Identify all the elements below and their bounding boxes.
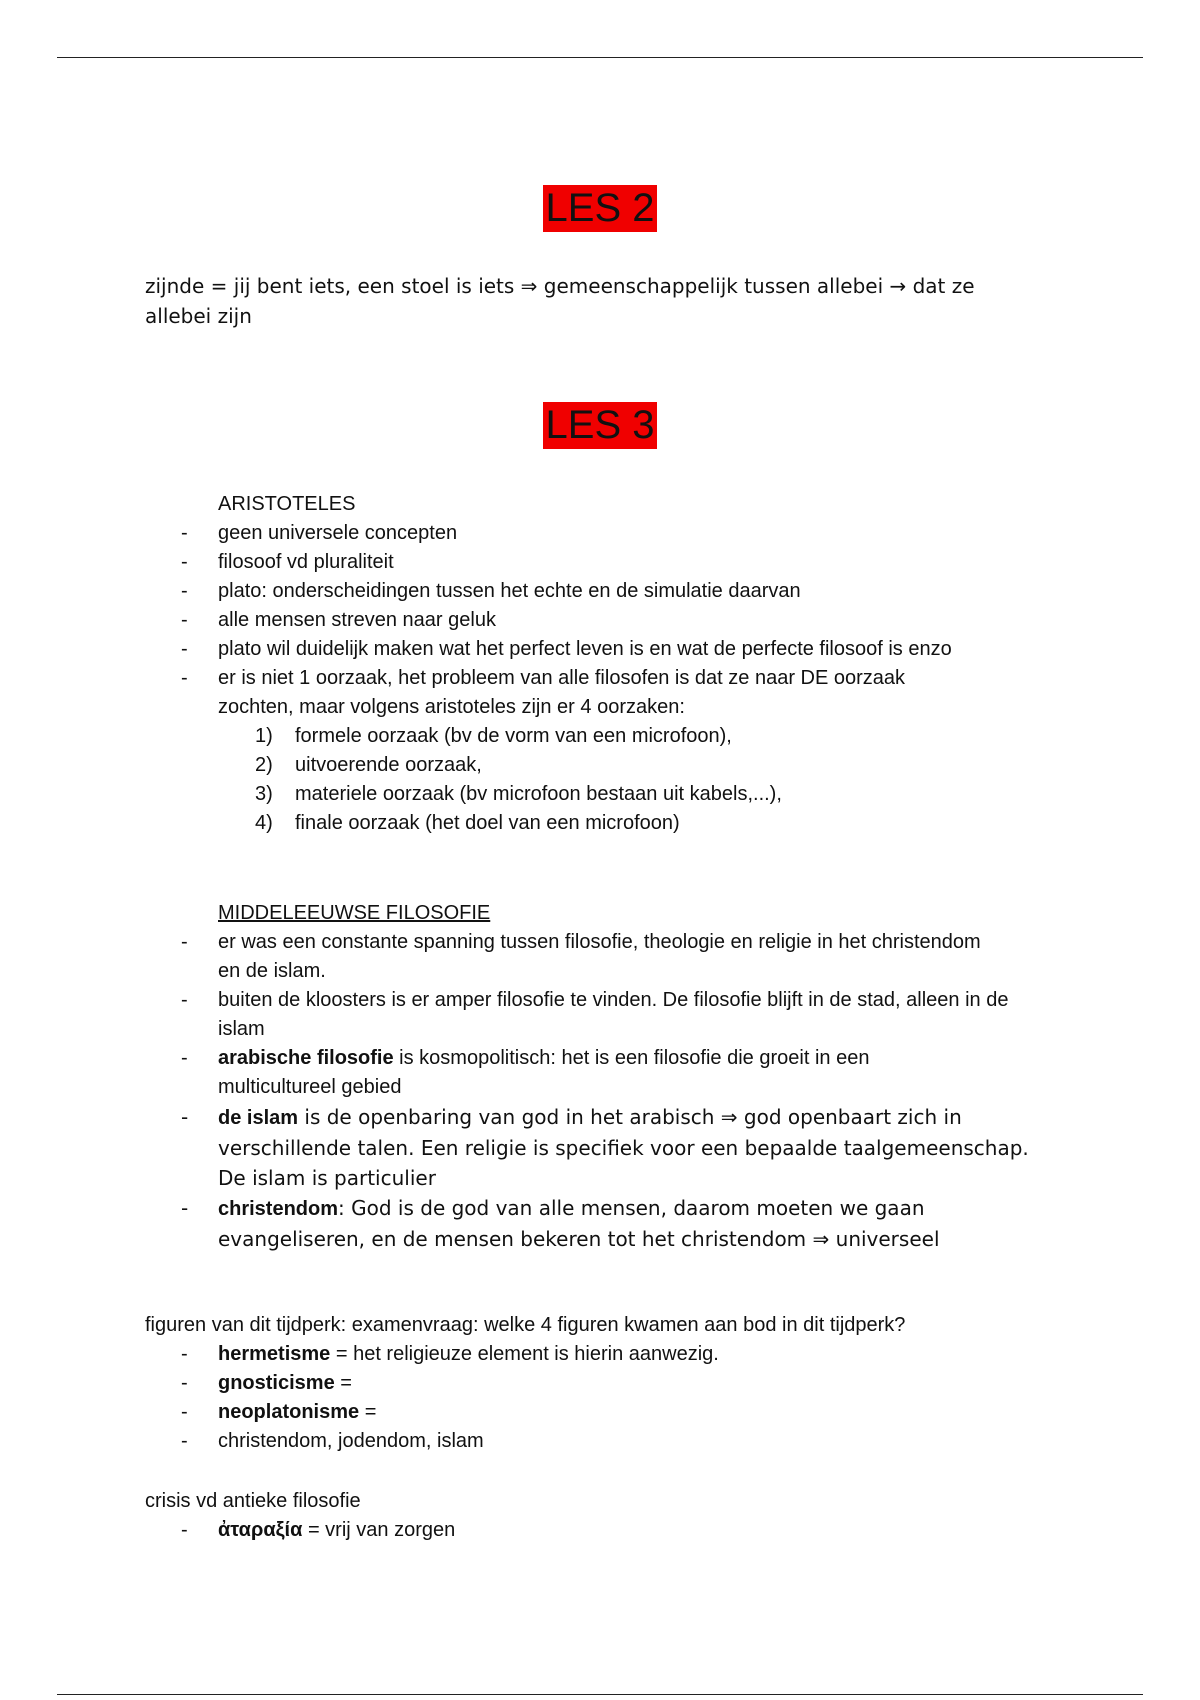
cause-item [218,751,1045,780]
term-text: = [359,1401,377,1423]
term-bold: christendom [218,1198,339,1220]
les2-text: zijnde = jij bent iets, een stoel is iets ⇒ gemeenschappelijk tussen allebei → dat ze allebei zijn [145,274,975,328]
list-item: - alle mensen streven naar geluk [145,606,1045,635]
middeleeuwse-title: MIDDELEEUWSE FILOSOFIE [218,902,491,924]
list-item: - geen universele concepten [145,519,1045,548]
cause-text: uitvoerende oorzaak, [295,754,482,776]
list-item: - plato wil duidelijk maken wat het perfect leven is en wat de perfecte filosoof is enzo [145,635,1045,664]
les2-heading-row [0,185,1200,232]
list-item: - er is niet 1 oorzaak, het probleem van alle filosofen is dat ze naar DE oorzaak zochten, maar volgens aristoteles zijn er 4 oorzaken: [145,664,1045,722]
aristoteles-title: ARISTOTELES [218,493,356,515]
term-bold: hermetisme [218,1343,331,1365]
list-item: - buiten de kloosters is er amper filosofie te vinden. De filosofie blijft in de stad, alleen in de islam [145,986,1045,1044]
list-item [145,1193,1045,1254]
list-item [145,1398,1045,1427]
les3-heading-row [0,402,1200,449]
cause-text: formele oorzaak (bv de vorm van een microfoon), [295,725,732,747]
term-text: = het religieuze element is hierin aanwezig. [330,1343,719,1365]
term-bold: de islam [218,1107,299,1129]
figuren-intro: figuren van dit tijdperk: examenvraag: welke 4 figuren kwamen aan bod in dit tijdperk? [145,1314,906,1336]
page-top-rule [57,57,1143,58]
list-item: - plato: onderscheidingen tussen het echte en de simulatie daarvan [145,577,1045,606]
cause-item [218,722,1045,751]
term-bold: gnosticisme [218,1372,335,1394]
crisis-intro: crisis vd antieke filosofie [145,1490,361,1512]
page-bottom-rule [57,1694,1143,1695]
cause-number: 3) [255,783,273,805]
cause-item [218,780,1045,809]
cause-text: materiele oorzaak (bv microfoon bestaan uit kabels,...), [295,783,782,805]
aristoteles-list [145,519,1045,722]
crisis-list [145,1516,1045,1545]
term-text: is kosmopolitisch: het is een filosofie die groeit in een multicultureel gebied [218,1047,870,1098]
cause-number: 4) [255,812,273,834]
term-text: : God is de god van alle mensen, daarom moeten we gaan evangeliseren, en de mensen bekeren tot het christendom ⇒ universeel [218,1196,940,1251]
term-text: = vrij van zorgen [302,1519,456,1541]
cause-text: finale oorzaak (het doel van een microfoon) [295,812,680,834]
cause-number: 2) [255,754,273,776]
causes-list [145,722,1045,838]
list-item [145,1516,1045,1545]
term-text: is de openbaring van god in het arabisch ⇒ god openbaart zich in verschillende talen. Een religie is specifiek voor een bepaalde taalgemeenschap. De islam is particulier [218,1105,1029,1190]
list-item [145,1102,1045,1193]
middeleeuwse-list [145,928,1045,1254]
term-bold: arabische filosofie [218,1047,394,1069]
list-item: - filosoof vd pluraliteit [145,548,1045,577]
term-bold: neoplatonisme [218,1401,360,1423]
list-item [145,1369,1045,1398]
list-item [145,1340,1045,1369]
figuren-section [145,1311,1045,1456]
list-item: - er was een constante spanning tussen filosofie, theologie en religie in het christendom en de islam. [145,928,1045,986]
cause-number: 1) [255,725,273,747]
middeleeuwse-section [145,899,1045,1254]
cause-item [218,809,1045,838]
les3-heading: LES 3 [543,402,658,449]
term-bold: ἀταραξία [218,1519,303,1541]
les2-heading: LES 2 [543,185,658,232]
list-item [145,1044,1045,1102]
aristoteles-section [145,490,1045,838]
figuren-list [145,1340,1045,1456]
term-text: = [334,1372,352,1394]
list-item: - christendom, jodendom, islam [145,1427,1045,1456]
crisis-section [145,1487,1045,1545]
